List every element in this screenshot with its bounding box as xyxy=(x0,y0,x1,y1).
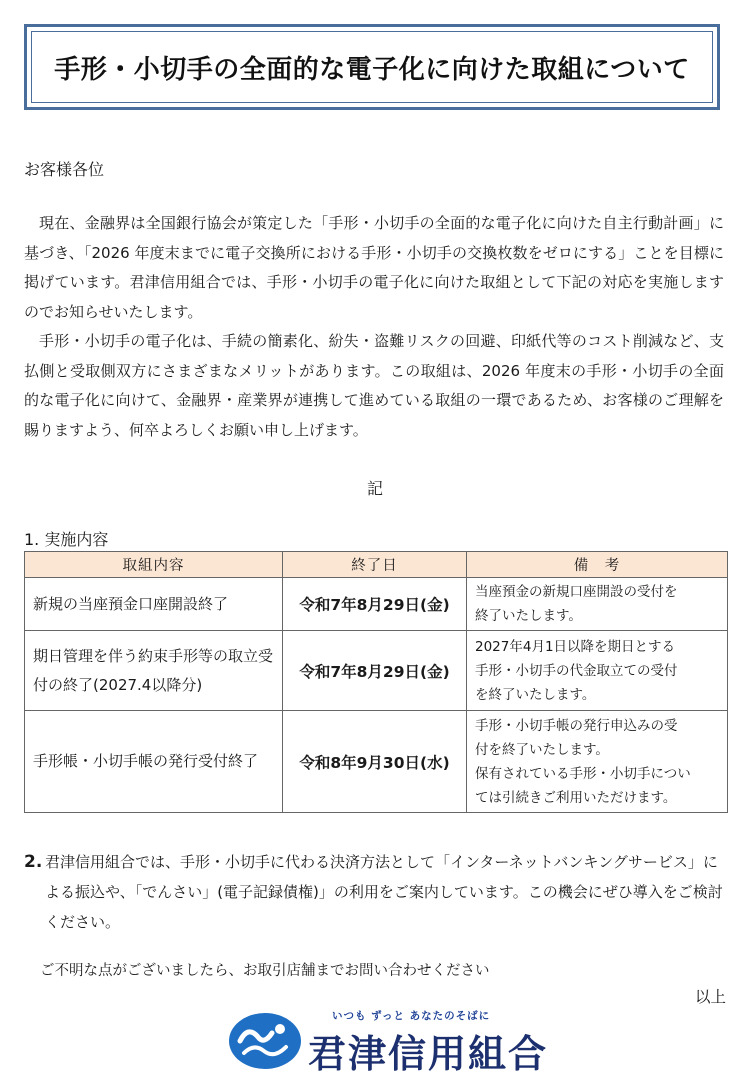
row-note xyxy=(467,578,728,631)
row-date: 令和8年9月30日(水) xyxy=(283,711,467,813)
table-row xyxy=(25,578,728,631)
row-item xyxy=(25,711,283,813)
header-remarks: 備 考 xyxy=(467,552,728,578)
row-item-line: 手形帳・小切手帳の発行受付終了 xyxy=(33,752,259,770)
benefit-paragraph: 手形・小切手の電子化は、手続の簡素化、紛失・盗難リスクの回避、印紙代等のコスト削減など、支払側と受取側双方にさまざまなメリットがあります。この取組は、2026 年度末の手形・小切手の全面的な電子化に向けて、金融界・産業界が連携して進めている取組の一環であるため、お客様のご理解を賜りますよう、何卒よろしくお願い申し上げます。 xyxy=(24,332,724,439)
note-line: ては引続きご利用いただけます。 xyxy=(475,789,677,806)
salutation: お客様各位 xyxy=(24,160,105,179)
logo-slogan: いつも ずっと あなたのそばに xyxy=(332,1010,491,1022)
row-item-line: 期日管理を伴う約束手形等の取立受 xyxy=(33,646,274,665)
row-item-line: 付の終了(2027.4以降分) xyxy=(33,675,203,694)
header-item: 取組内容 xyxy=(25,552,283,578)
ki-heading: 記 xyxy=(366,479,383,498)
row-item xyxy=(25,578,283,631)
section2-text: 君津信用組合では、手形・小切手に代わる決済方法として「インターネットバンキングサービス」による振込や、「でんさい」(電子記録債権)」の利用をご案内しています。この機会にぜひ導入をご検討ください。 xyxy=(45,853,723,931)
kimitsu-logo-icon xyxy=(228,1011,302,1071)
table-row xyxy=(25,711,728,813)
header-end-date: 終了日 xyxy=(283,552,467,578)
row-note xyxy=(467,711,728,813)
contact-note: ご不明な点がございましたら、お取引店舗までお問い合わせください xyxy=(40,963,490,979)
note-line: 当座預金の新規口座開設の受付を xyxy=(475,584,678,600)
logo-name: 君津信用組合 xyxy=(308,1032,549,1076)
closing-mark: 以上 xyxy=(694,988,726,1006)
table-row xyxy=(25,631,728,711)
table-header-row xyxy=(25,552,728,578)
section2-number: 2. xyxy=(24,852,43,872)
section1-title: 1. 実施内容 xyxy=(24,530,109,549)
note-line: を終了いたします。 xyxy=(475,686,596,703)
logo xyxy=(228,1005,558,1077)
page-title: 手形・小切手の全面的な電子化に向けた取組について xyxy=(54,54,690,85)
row-note xyxy=(467,631,728,711)
title-inner-frame xyxy=(31,31,713,103)
row-date: 令和7年8月29日(金) xyxy=(283,631,467,711)
note-line: 手形・小切手帳の発行申込みの受 xyxy=(475,717,678,734)
row-item-line: 新規の当座預金口座開設終了 xyxy=(33,594,229,613)
note-line: 2027年4月1日以降を期日とする xyxy=(475,638,676,655)
note-line: 手形・小切手の代金取立ての受付 xyxy=(475,662,678,679)
row-date: 令和7年8月29日(金) xyxy=(283,578,467,631)
note-line: 保有されている手形・小切手につい xyxy=(475,765,691,782)
row-item xyxy=(25,631,283,711)
title-box xyxy=(24,24,720,110)
section2 xyxy=(24,847,728,937)
intro-paragraph: 現在、金融界は全国銀行協会が策定した「手形・小切手の全面的な電子化に向けた自主行動計画」に基づき、「2026 年度末までに電子交換所における手形・小切手の交換枚数をゼロにする」ことを目標に掲げています。君津信用組合では、手形・小切手の電子化に向けた取組として下記の対応を実施しますのでお知らせいたします。 xyxy=(24,214,724,321)
note-line: 終了いたします。 xyxy=(475,608,582,624)
note-line: 付を終了いたします。 xyxy=(475,741,609,758)
schedule-table xyxy=(24,551,728,813)
